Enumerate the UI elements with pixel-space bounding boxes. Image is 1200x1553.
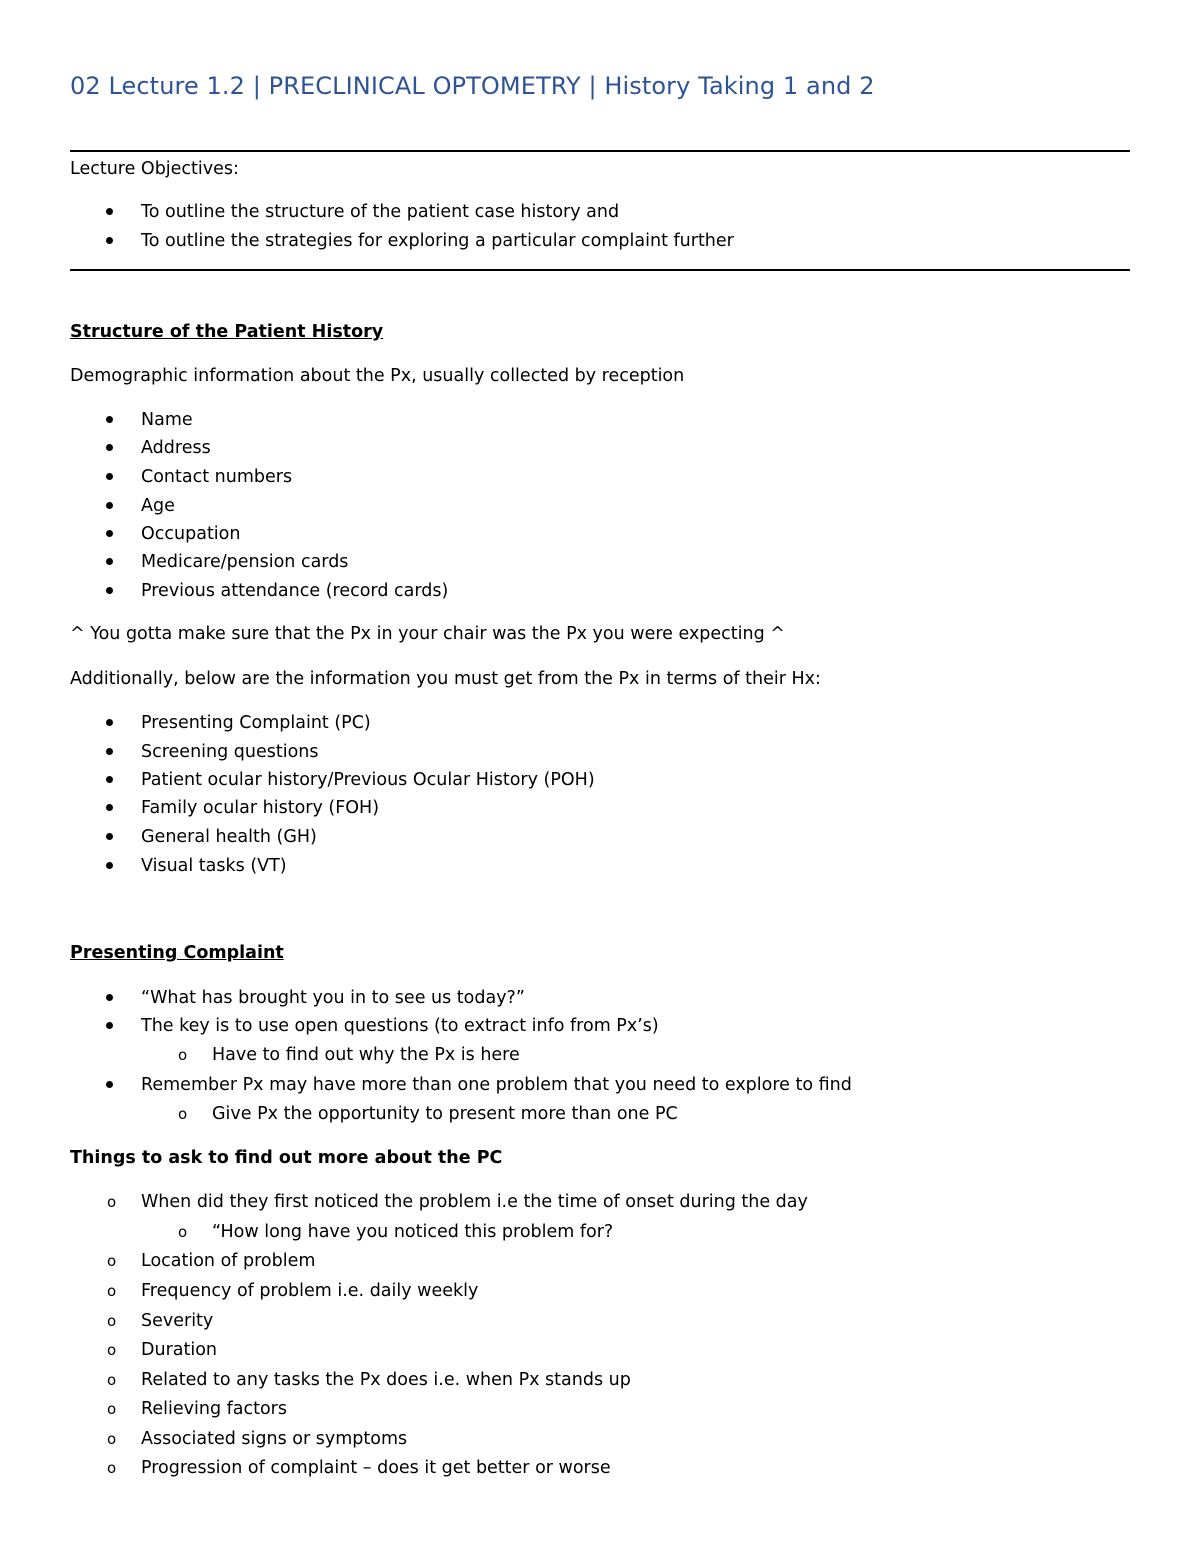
history-item: Family ocular history (FOH) xyxy=(141,798,380,818)
demographic-item: Contact numbers xyxy=(141,467,293,487)
circle-bullet-icon: o xyxy=(178,1105,188,1123)
circle-bullet-icon: o xyxy=(107,1400,117,1418)
objective-item: To outline the strategies for exploring a particular complaint further xyxy=(141,231,734,251)
things-item: Progression of complaint – does it get better or worse xyxy=(141,1458,611,1478)
history-item: General health (GH) xyxy=(141,827,317,847)
section-heading-things: Things to ask to find out more about the PC xyxy=(70,1148,503,1168)
bullet-icon xyxy=(106,862,113,869)
bullet-icon xyxy=(106,237,113,244)
circle-bullet-icon: o xyxy=(107,1312,117,1330)
things-item: Duration xyxy=(141,1340,218,1360)
demographic-item: Medicare/pension cards xyxy=(141,552,349,572)
circle-bullet-icon: o xyxy=(107,1282,117,1300)
presenting-item: “What has brought you in to see us today?” xyxy=(141,988,525,1008)
bullet-icon xyxy=(106,444,113,451)
objective-item: To outline the structure of the patient case history and xyxy=(141,202,620,222)
demographic-item: Age xyxy=(141,496,175,516)
presenting-item: The key is to use open questions (to extract info from Px’s) xyxy=(141,1016,659,1036)
bullet-icon xyxy=(106,719,113,726)
bullet-icon xyxy=(106,1022,113,1029)
history-item: Patient ocular history/Previous Ocular History (POH) xyxy=(141,770,595,790)
circle-bullet-icon: o xyxy=(107,1430,117,1448)
circle-bullet-icon: o xyxy=(178,1046,188,1064)
things-item: Related to any tasks the Px does i.e. when Px stands up xyxy=(141,1370,631,1390)
presenting-subitem: Have to find out why the Px is here xyxy=(212,1045,520,1065)
things-item: Frequency of problem i.e. daily weekly xyxy=(141,1281,479,1301)
things-item: When did they first noticed the problem i.e the time of onset during the day xyxy=(141,1192,808,1212)
circle-bullet-icon: o xyxy=(107,1459,117,1477)
verification-note: ^ You gotta make sure that the Px in your chair was the Px you were expecting ^ xyxy=(70,624,785,644)
presenting-subitem: Give Px the opportunity to present more than one PC xyxy=(212,1104,678,1124)
bullet-icon xyxy=(106,804,113,811)
bullet-icon xyxy=(106,530,113,537)
bottom-divider xyxy=(70,269,1130,271)
circle-bullet-icon: o xyxy=(178,1223,188,1241)
presenting-item: Remember Px may have more than one problem that you need to explore to find xyxy=(141,1075,852,1095)
things-item: Relieving factors xyxy=(141,1399,287,1419)
bullet-icon xyxy=(106,473,113,480)
bullet-icon xyxy=(106,587,113,594)
bullet-icon xyxy=(106,558,113,565)
section-heading-presenting: Presenting Complaint xyxy=(70,943,284,963)
things-item: Severity xyxy=(141,1311,214,1331)
circle-bullet-icon: o xyxy=(107,1371,117,1389)
bullet-icon xyxy=(106,208,113,215)
things-item: Associated signs or symptoms xyxy=(141,1429,408,1449)
demographic-item: Address xyxy=(141,438,211,458)
history-intro: Additionally, below are the information you must get from the Px in terms of their Hx: xyxy=(70,669,821,689)
bullet-icon xyxy=(106,502,113,509)
history-item: Screening questions xyxy=(141,742,319,762)
bullet-icon xyxy=(106,1081,113,1088)
history-item: Visual tasks (VT) xyxy=(141,856,287,876)
bullet-icon xyxy=(106,776,113,783)
demographic-item: Name xyxy=(141,410,193,430)
circle-bullet-icon: o xyxy=(107,1252,117,1270)
demographics-intro: Demographic information about the Px, usually collected by reception xyxy=(70,366,685,386)
page-title: 02 Lecture 1.2 | PRECLINICAL OPTOMETRY | History Taking 1 and 2 xyxy=(70,72,875,100)
circle-bullet-icon: o xyxy=(107,1193,117,1211)
bullet-icon xyxy=(106,833,113,840)
top-divider xyxy=(70,150,1130,152)
demographic-item: Occupation xyxy=(141,524,241,544)
objectives-label: Lecture Objectives: xyxy=(70,159,239,179)
things-subitem: “How long have you noticed this problem for? xyxy=(212,1222,614,1242)
things-item: Location of problem xyxy=(141,1251,316,1271)
bullet-icon xyxy=(106,416,113,423)
circle-bullet-icon: o xyxy=(107,1341,117,1359)
bullet-icon xyxy=(106,994,113,1001)
bullet-icon xyxy=(106,748,113,755)
demographic-item: Previous attendance (record cards) xyxy=(141,581,449,601)
section-heading-structure: Structure of the Patient History xyxy=(70,322,384,342)
history-item: Presenting Complaint (PC) xyxy=(141,713,371,733)
